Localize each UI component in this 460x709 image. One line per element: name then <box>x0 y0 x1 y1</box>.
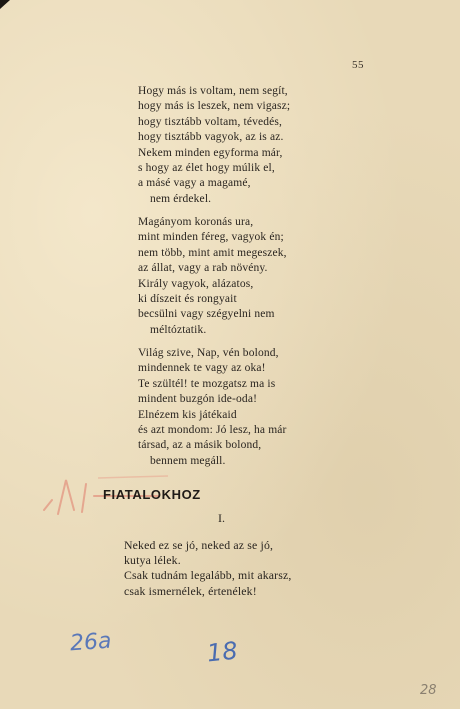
poem-line: ki díszeit és rongyait <box>138 293 237 306</box>
poem-line: méltóztatik. <box>150 323 207 336</box>
poem-line: csak ismernélek, értenélek! <box>124 583 257 598</box>
poem-line: Hogy más is voltam, nem segít, <box>138 85 288 97</box>
section-part-number: I. <box>218 511 225 525</box>
poem-line: Neked ez se jó, neked az se jó, <box>124 538 274 552</box>
poem-line: nem érdekel. <box>150 192 212 205</box>
poem-line: az állat, vagy a rab növény. <box>138 262 268 275</box>
section-title: FIATALOKHOZ <box>103 487 201 502</box>
poem-line: s hogy az élet hogy múlik el, <box>138 162 275 175</box>
poem-line: a másé vagy a magamé, <box>138 177 251 190</box>
poem-line: mindennek te vagy az oka! <box>138 362 266 375</box>
poem-line: bennem megáll. <box>150 454 226 467</box>
poem-line: mindent buzgón ide-oda! <box>138 393 258 406</box>
poem-line: hogy tisztább vagyok, az is az. <box>138 131 284 144</box>
poem-line: Világ szive, Nap, vén bolond, <box>138 347 279 359</box>
poem-line: társad, az a másik bolond, <box>138 439 262 452</box>
poem-stanza-1 <box>138 84 378 207</box>
poem-line: becsülni vagy szégyelni nem <box>138 308 275 321</box>
poem-line: Nekem minden egyforma már, <box>138 146 283 159</box>
poem-line: mint minden féreg, vagyok én; <box>138 231 284 244</box>
poem-line: Magányom koronás ura, <box>138 216 254 228</box>
poem-line: hogy más is leszek, nem vigasz; <box>138 100 291 113</box>
poem-stanza-2 <box>138 215 378 338</box>
poem-line: Király vagyok, alázatos, <box>138 277 254 290</box>
poem-line: kutya lélek. <box>124 553 181 568</box>
page-number: 55 <box>352 59 364 71</box>
poem-line: Csak tudnám legalább, mit akarsz, <box>124 568 292 583</box>
pencil-annotation-corner: 28 <box>420 683 437 698</box>
poem-line: Elnézem kis játékaid <box>138 408 237 421</box>
poem-stanza-4 <box>124 538 364 599</box>
poem-line: és azt mondom: Jó lesz, ha már <box>138 424 287 437</box>
poem-line: nem több, mint amit megeszek, <box>138 246 287 259</box>
pencil-annotation-left: 26a <box>69 628 113 657</box>
poem-line: hogy tisztább voltam, tévedés, <box>138 115 283 128</box>
page-corner-mark <box>0 0 10 9</box>
poem-stanza-3 <box>138 346 378 469</box>
pencil-annotation-center: 18 <box>205 636 239 668</box>
poem-line: Te szültél! te mozgatsz ma is <box>138 377 276 390</box>
